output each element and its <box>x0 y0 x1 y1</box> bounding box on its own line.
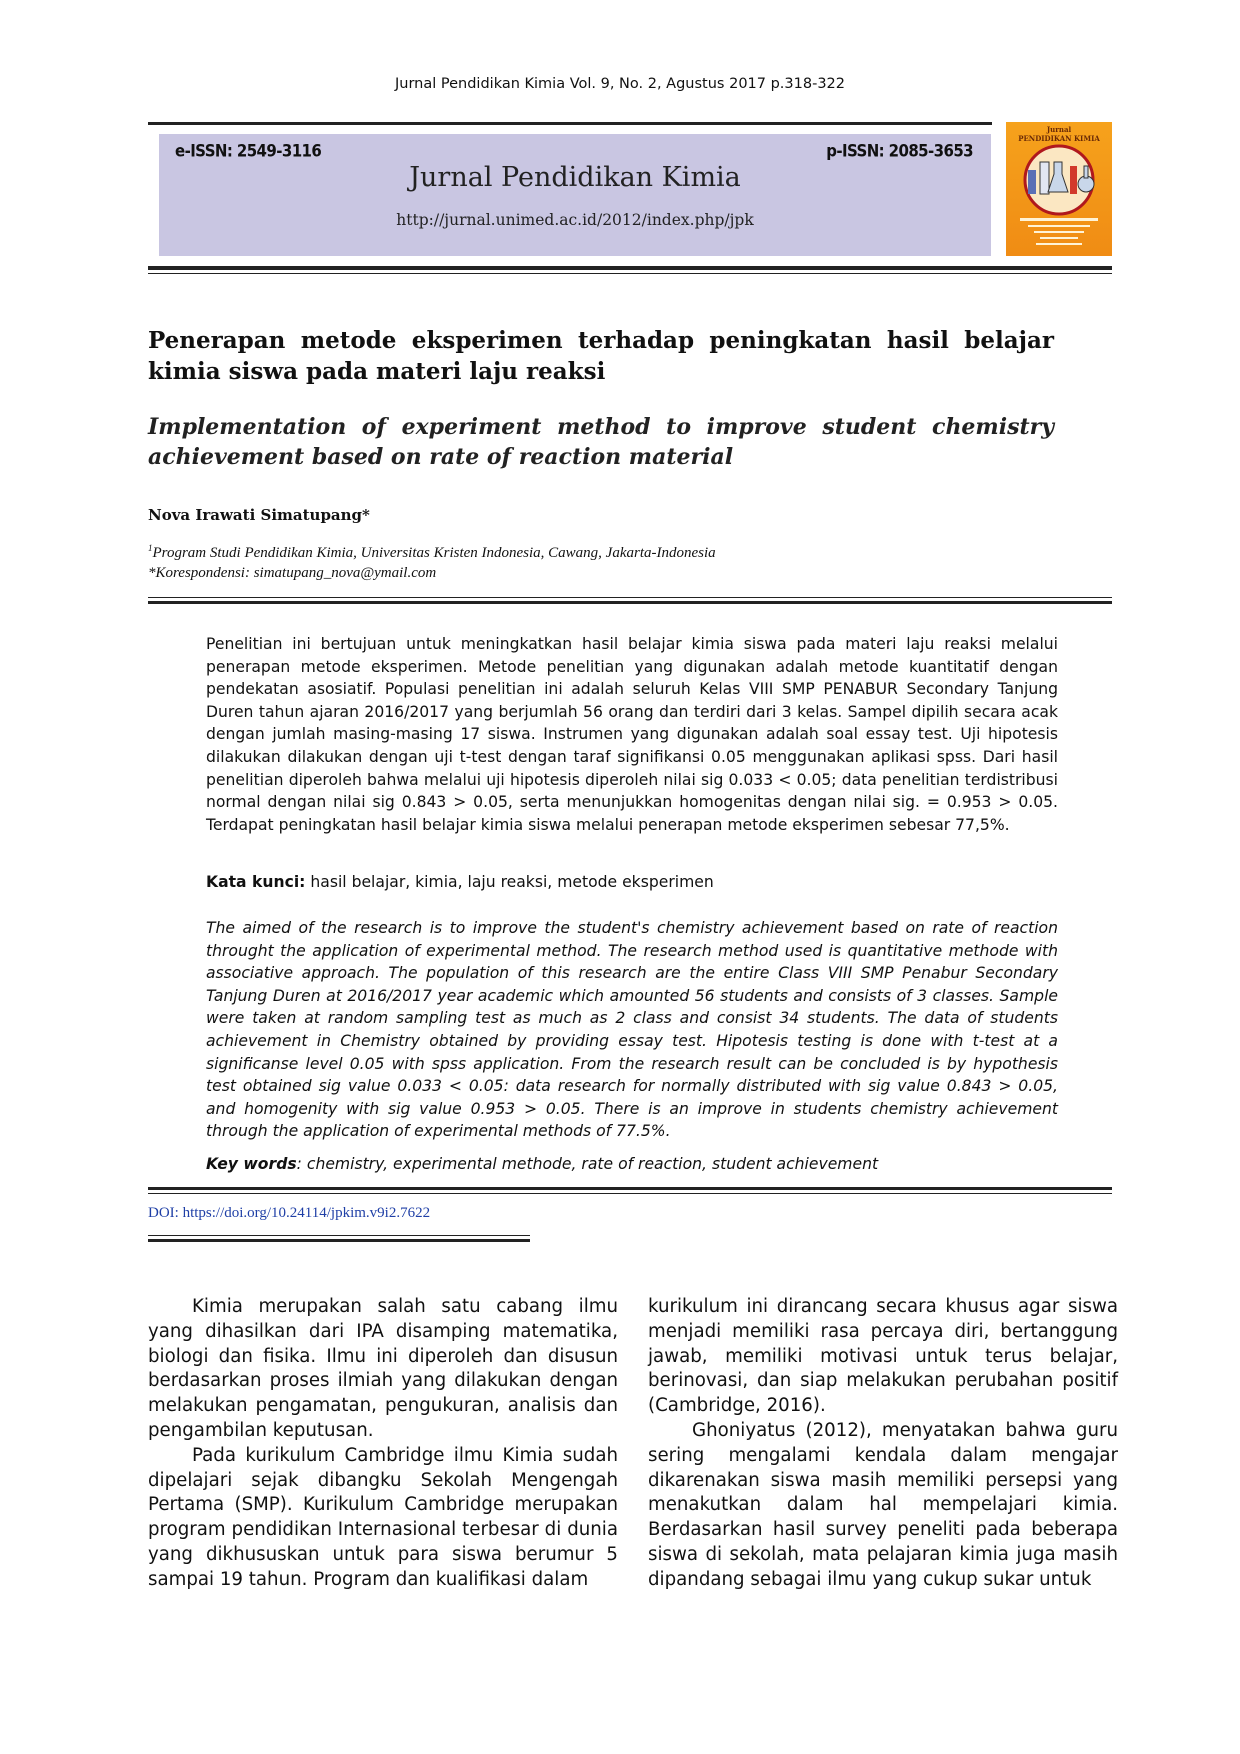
article-title-en: Implementation of experiment method to improve student chemistry achievement based on rate of reaction material <box>148 414 1054 470</box>
doi-link[interactable]: DOI: https://doi.org/10.24114/jpkim.v9i2.7622 <box>148 1205 431 1221</box>
paragraph: Ghoniyatus (2012), menyatakan bahwa guru sering mengalami kendala dalam mengajar dikarenakan siswa masih memiliki persepsi yang menakutkan dalam hal mempelajari kimia. Berdasarkan hasil survey peneliti pada beberapa siswa di sekolah, mata pelajaran kimia juga masih dipandang sebagai ilmu yang cukup sukar untuk <box>648 1419 1118 1590</box>
abstract-top-rule <box>148 601 1112 604</box>
journal-cover-image <box>1006 122 1112 256</box>
abstract-english: The aimed of the research is to improve the student's chemistry achievement based on rate of reaction throught the application of experimental method. The research method used is quantitative methode with associative approach. The population of this research are the entire Class VIII SMP Penabur Secondary Tanjung Duren at 2016/2017 year academic which amounted 56 students and consists of 3 classes. Sample were taken at random sampling test as much as 2 class and consist 34 students. The data of students achievement in Chemistry obtained by providing essay test. Hipotesis testing is done with t-test at a significanse level 0.05 with spss application. From the research result can be concluded is by hypothesis test obtained sig value 0.033 < 0.05: data research for normally distributed with sig value 0.843 > 0.05, and homogenity with sig value 0.953 > 0.05. There is an improve in students chemistry achievement through the application of experimental methods of 77.5%. <box>206 919 1058 1141</box>
keywords-label: Kata kunci: <box>206 873 306 891</box>
journal-title: Jurnal Pendidikan Kimia <box>409 162 741 193</box>
article-title-id: Penerapan metode eksperimen terhadap peningkatan hasil belajar kimia siswa pada materi laju reaksi <box>148 327 1054 385</box>
keywords-indonesian: Kata kunci: hasil belajar, kimia, laju reaksi, metode eksperimen <box>206 873 714 891</box>
paragraph: kurikulum ini dirancang secara khusus agar siswa menjadi memiliki rasa percaya diri, bertanggung jawab, memiliki motivasi untuk terus belajar, berinovasi, dan siap melakukan perubahan positif (Cambridge, 2016). <box>648 1296 1118 1417</box>
paragraph: Kimia merupakan salah satu cabang ilmu yang dihasilkan dari IPA disamping matematika, biologi dan fisika. Ilmu ini diperoleh dan disusun berdasarkan proses ilmiah yang dilakukan dengan melakukan pengamatan, pengukuran, analisis dan pengambilan keputusan. <box>148 1296 618 1441</box>
abstract-bottom-rule <box>148 1187 1112 1190</box>
eissn-label: e-ISSN: 2549-3116 <box>175 140 322 162</box>
pissn-label: p-ISSN: 2085-3653 <box>826 140 973 162</box>
journal-url[interactable]: http://jurnal.unimed.ac.id/2012/index.php/jpk <box>396 211 754 229</box>
cover-title: Jurnal PENDIDIKAN KIMIA <box>1018 125 1100 143</box>
lab-glassware-icon <box>1006 122 1112 256</box>
keywords-english: Key words: chemistry, experimental methode, rate of reaction, student achievement <box>206 1155 879 1173</box>
abstract-top-rule-thin <box>148 597 1112 598</box>
header-rule <box>148 122 992 125</box>
body-column-right <box>648 1295 1118 1593</box>
author-affiliation: $^1$Program Studi Pendidikan Kimia, Universitas Kristen Indonesia, Cawang, Jakarta-Indonesia *Korespondensi: simatupang_nova@ymail.com <box>148 543 716 581</box>
paragraph: Pada kurikulum Cambridge ilmu Kimia sudah dipelajari sejak dibangku Sekolah Mengengah Pertama (SMP). Kurikulum Cambridge merupakan program pendidikan Internasional terbesar di dunia yang dikhususkan untuk para siswa berumur 5 sampai 19 tahun. Program dan kualifikasi dalam <box>148 1444 618 1590</box>
doi-rule <box>148 1239 530 1242</box>
abstract-indonesian: Penelitian ini bertujuan untuk meningkatkan hasil belajar kimia siswa pada materi laju reaksi melalui penerapan metode eksperimen. Metode penelitian yang digunakan adalah metode kuantitatif dengan pendekatan asosiatif. Populasi penelitian ini adalah seluruh Kelas VIII SMP PENABUR Secondary Tanjung Duren tahun ajaran 2016/2017 yang berjumlah 56 orang dan terdiri dari 3 kelas. Sampel dipilih secara acak dengan jumlah masing-masing 17 siswa. Instrumen yang digunakan adalah soal essay test. Uji hipotesis dilakukan dilakukan dengan uji t-test dengan taraf signifikansi 0.05 menggunakan aplikasi spss. Dari hasil penelitian diperoleh bahwa melalui uji hipotesis diperoleh nilai sig 0.033 < 0.05; data penelitian terdistribusi normal dengan nilai sig 0.843 > 0.05, serta menunjukkan homogenitas dengan nilai sig. = 0.953 > 0.05. Terdapat peningkatan hasil belajar kimia siswa melalui penerapan metode eksperimen sebesar 77,5%. <box>206 635 1058 834</box>
keywords-label: Key words <box>206 1155 297 1173</box>
author-name: Nova Irawati Simatupang* <box>148 506 370 524</box>
abstract-bottom-rule-thin <box>148 1193 1112 1194</box>
header-divider <box>148 266 1112 270</box>
body-column-left <box>148 1295 618 1593</box>
journal-banner <box>159 134 991 256</box>
doi-rule-thin <box>148 1235 530 1236</box>
header-divider-thin <box>148 273 1112 274</box>
running-head: Jurnal Pendidikan Kimia Vol. 9, No. 2, Agustus 2017 p.318-322 <box>395 76 845 92</box>
